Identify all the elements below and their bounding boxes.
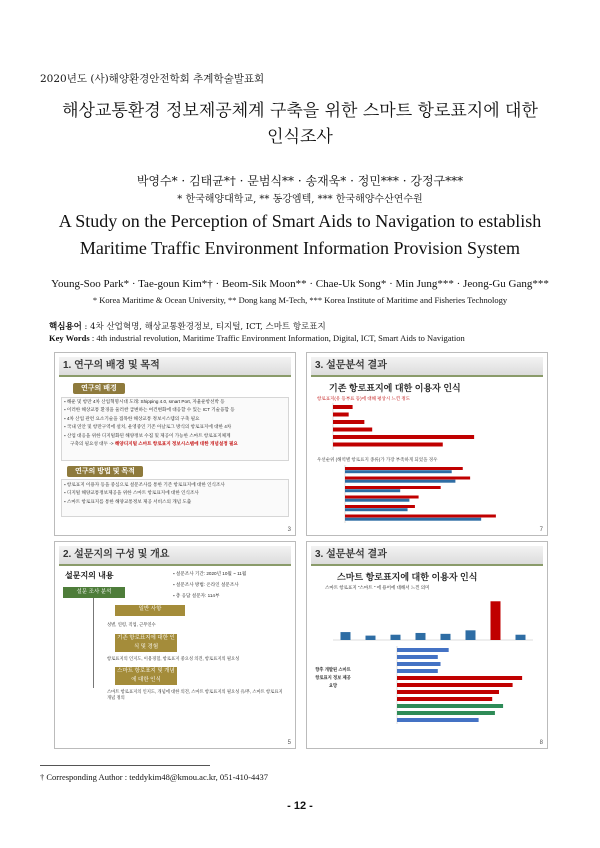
chart-title: 기존 항로표지에 대한 이용자 인식 bbox=[329, 383, 461, 393]
footnote-mark: † bbox=[40, 772, 45, 782]
english-keywords-label: Key Words bbox=[49, 333, 90, 343]
bar bbox=[345, 499, 409, 502]
bar bbox=[345, 480, 455, 483]
bar bbox=[397, 704, 503, 708]
bar bbox=[333, 420, 364, 424]
bar bbox=[391, 635, 401, 640]
page-number: - 12 - bbox=[287, 800, 313, 812]
bar bbox=[397, 662, 441, 666]
korean-keywords-label: 핵심용어 bbox=[49, 322, 82, 332]
bar bbox=[341, 632, 351, 640]
smart-aton-detail: 스마트 항로표지의 인지도, 개념에 대한 의견, 스마트 항로표지의 필요성 유/무, 스마트 항로표지 개념 정의 bbox=[107, 689, 283, 700]
bullet-item: ▪ 항로표지 이용자 등을 중심으로 설문조사를 통한 기존 항로표지에 대한 인식조사 bbox=[64, 481, 288, 489]
bar bbox=[397, 690, 499, 694]
bar bbox=[333, 443, 443, 447]
bar bbox=[333, 428, 372, 432]
chart-vertical-bars bbox=[317, 592, 539, 644]
survey-info-item: ▪ 설문조사 기간: 2020년 10월 ~ 11월 bbox=[173, 568, 293, 579]
slide-survey-results-2 bbox=[306, 541, 548, 749]
bar bbox=[397, 648, 449, 652]
bar bbox=[397, 676, 522, 680]
bar bbox=[397, 697, 492, 701]
bar bbox=[397, 718, 479, 722]
bar bbox=[345, 477, 470, 480]
bullet-highlight: 해양디지털 스마트 항로표지 정보시스템에 대한 개념설정 필요 bbox=[114, 441, 238, 447]
background-bullets bbox=[64, 398, 288, 448]
bar bbox=[345, 467, 463, 470]
korean-title-line1: 해상교통환경 정보제공체계 구축을 위한 스마트 항로표지에 대한 bbox=[62, 101, 538, 121]
english-keywords bbox=[49, 333, 465, 343]
slide-heading: 2. 설문지의 구성 및 개요 bbox=[59, 546, 291, 566]
bullet-item: ▪ 해운 및 항만 4차 산업혁명시대 도래: Shipping 4.0, smart Port, 자율운항선박 등 bbox=[64, 398, 288, 406]
general-items-detail: 성별, 연령, 직업, 근무연수 bbox=[107, 622, 156, 627]
existing-aton-box: 기존 항로표지에 대한 인식 및 경험 bbox=[115, 634, 177, 652]
english-authors: Young-Soo Park* · Tae-goun Kim*† · Beom-Sik Moon** · Chae-Uk Song* · Min Jung*** · Jeong-Gu Gang*** bbox=[51, 278, 549, 290]
bar bbox=[397, 655, 438, 659]
korean-affiliations: * 한국해양대학교, ** 동강엠텍, *** 한국해양수산연수원 bbox=[177, 194, 423, 205]
slide-heading: 3. 설문분석 결과 bbox=[311, 357, 543, 377]
tree-line bbox=[93, 598, 94, 688]
chart-side-label: 향후 개발된 스마트 항로표지 정보 제공 요망 bbox=[315, 667, 351, 688]
bullet-item: ▪ 4차 산업 관련 요소기술을 접목한 해상교통 정보시스템의 구축 필요 bbox=[64, 415, 288, 423]
bar bbox=[345, 496, 419, 499]
bar bbox=[333, 413, 349, 417]
chart-subtitle: 항로표지(유 등부표 등)에 대해 평상시 느낀 정도 bbox=[317, 396, 411, 401]
bar bbox=[345, 505, 415, 508]
english-title bbox=[0, 208, 600, 262]
slide-survey-results-1 bbox=[306, 352, 548, 536]
footnote-rule bbox=[40, 765, 210, 766]
general-items-box: 일반 사항 bbox=[115, 605, 185, 616]
bar bbox=[345, 470, 452, 473]
chart-bars-bottom bbox=[315, 465, 537, 525]
korean-keywords bbox=[49, 320, 326, 332]
survey-main-box: 설문 조사 분석 bbox=[63, 587, 125, 598]
bar bbox=[441, 634, 451, 640]
section-pill: 연구의 방법 및 목적 bbox=[67, 466, 143, 477]
bar bbox=[366, 636, 376, 640]
korean-keywords-text: : 4차 산업혁명, 해상교통환경정보, 티지털, ICT, 스마트 항로표지 bbox=[81, 322, 326, 332]
bullet-item: ▪ 산업 대응을 위한 디지털화된 해양정보 수집 및 제공이 가능한 스마트 항로표지체계 bbox=[64, 432, 288, 440]
survey-info-item: ▪ 총 응답 설문자: 114부 bbox=[173, 590, 293, 601]
english-title-line1: A Study on the Perception of Smart Aids to Navigation to establish bbox=[58, 211, 542, 231]
english-affiliations: * Korea Maritime & Ocean University, ** Dong kang M-Tech, *** Korea Institute of Maritime and Fisheries Technology bbox=[92, 295, 508, 305]
chart-horizontal-bars bbox=[357, 646, 539, 728]
conference-header: 2020년도 (사)해양환경안전학회 추계학술발표회 bbox=[40, 73, 265, 85]
bar bbox=[333, 435, 474, 439]
korean-title bbox=[0, 98, 600, 150]
chart-subtitle: 스마트 항로표지 "스마트 " 에 용어에 대해서 느낀 의미 bbox=[325, 585, 430, 590]
korean-authors: 박영수* · 김태균*† · 문범식** · 송재욱* · 정민*** · 강정구*** bbox=[136, 174, 464, 188]
slide-survey-overview bbox=[54, 541, 296, 749]
slide-number: 7 bbox=[539, 527, 543, 533]
bar bbox=[345, 508, 408, 511]
bullet-prefix: 구축의 필요성 대두 -> bbox=[70, 441, 115, 447]
slide-heading: 1. 연구의 배경 및 목적 bbox=[59, 357, 291, 377]
slide-background-purpose bbox=[54, 352, 296, 536]
bar bbox=[333, 405, 353, 409]
slide-heading: 3. 설문분석 결과 bbox=[311, 546, 543, 566]
existing-aton-detail: 항로표지의 인지도, 이용경험, 항로표지 중요성 의견, 항로표지의 필요성 bbox=[107, 656, 240, 661]
korean-title-line2: 인식조사 bbox=[267, 127, 333, 147]
bullet-item bbox=[64, 440, 288, 448]
survey-subtitle: 설문지의 내용 bbox=[65, 571, 114, 580]
bar bbox=[397, 711, 495, 715]
method-bullets bbox=[64, 481, 288, 506]
chart-bars-top bbox=[315, 403, 537, 453]
bar bbox=[345, 515, 496, 518]
slide-number: 3 bbox=[287, 527, 291, 533]
bar bbox=[397, 669, 438, 673]
footnote-text: Corresponding Author : teddykim48@kmou.ac.kr, 051-410-4437 bbox=[44, 772, 268, 782]
bullet-item: ▪ 이러한 해상교통 환경을 둘러싼 급변하는 여건변화에 대응할 수 있는 ICT 기술융합 등 bbox=[64, 406, 288, 414]
slide-number: 5 bbox=[287, 740, 291, 746]
bar bbox=[345, 489, 400, 492]
chart-title: 스마트 항로표지에 대한 이용자 인식 bbox=[337, 572, 478, 582]
bullet-item: ▪ 국내 연안 및 항만구역에 설치, 운영중인 기존 아날로그 방식의 항로표지에 대한 4차 bbox=[64, 423, 288, 431]
bar bbox=[345, 518, 481, 521]
slide-number: 8 bbox=[539, 740, 543, 746]
english-title-line2: Maritime Traffic Environment Information Provision System bbox=[79, 238, 521, 258]
survey-info-item: ▪ 설문조사 방법: 온라인 설문조사 bbox=[173, 579, 293, 590]
bar bbox=[397, 683, 513, 687]
english-keywords-text: : 4th industrial revolution, Maritime Traffic Environment Information, Digital, ICT, Smart Aids to Navigation bbox=[89, 333, 465, 343]
section-pill: 연구의 배경 bbox=[73, 383, 125, 394]
bar bbox=[466, 630, 476, 640]
bar bbox=[416, 633, 426, 640]
bullet-item: ▪ 스마트 항로표지를 통한 해양교통정보 제공 서비스의 개념 도출 bbox=[64, 498, 288, 506]
bar bbox=[491, 601, 501, 640]
bullet-item: ▪ 디지털 해양교통정보제공을 위한 스마트 항로표지에 대한 인식조사 bbox=[64, 489, 288, 497]
bar bbox=[345, 486, 441, 489]
smart-aton-box: 스마트 항로표지 및 개념에 대한 인식 bbox=[115, 667, 177, 685]
chart-subtitle: 우선순위 (해역별 항로표지 종류)가 가장 부족하게 되었을 경우 bbox=[317, 457, 438, 462]
survey-info bbox=[173, 568, 293, 601]
bar bbox=[516, 635, 526, 640]
footnote bbox=[40, 772, 268, 782]
